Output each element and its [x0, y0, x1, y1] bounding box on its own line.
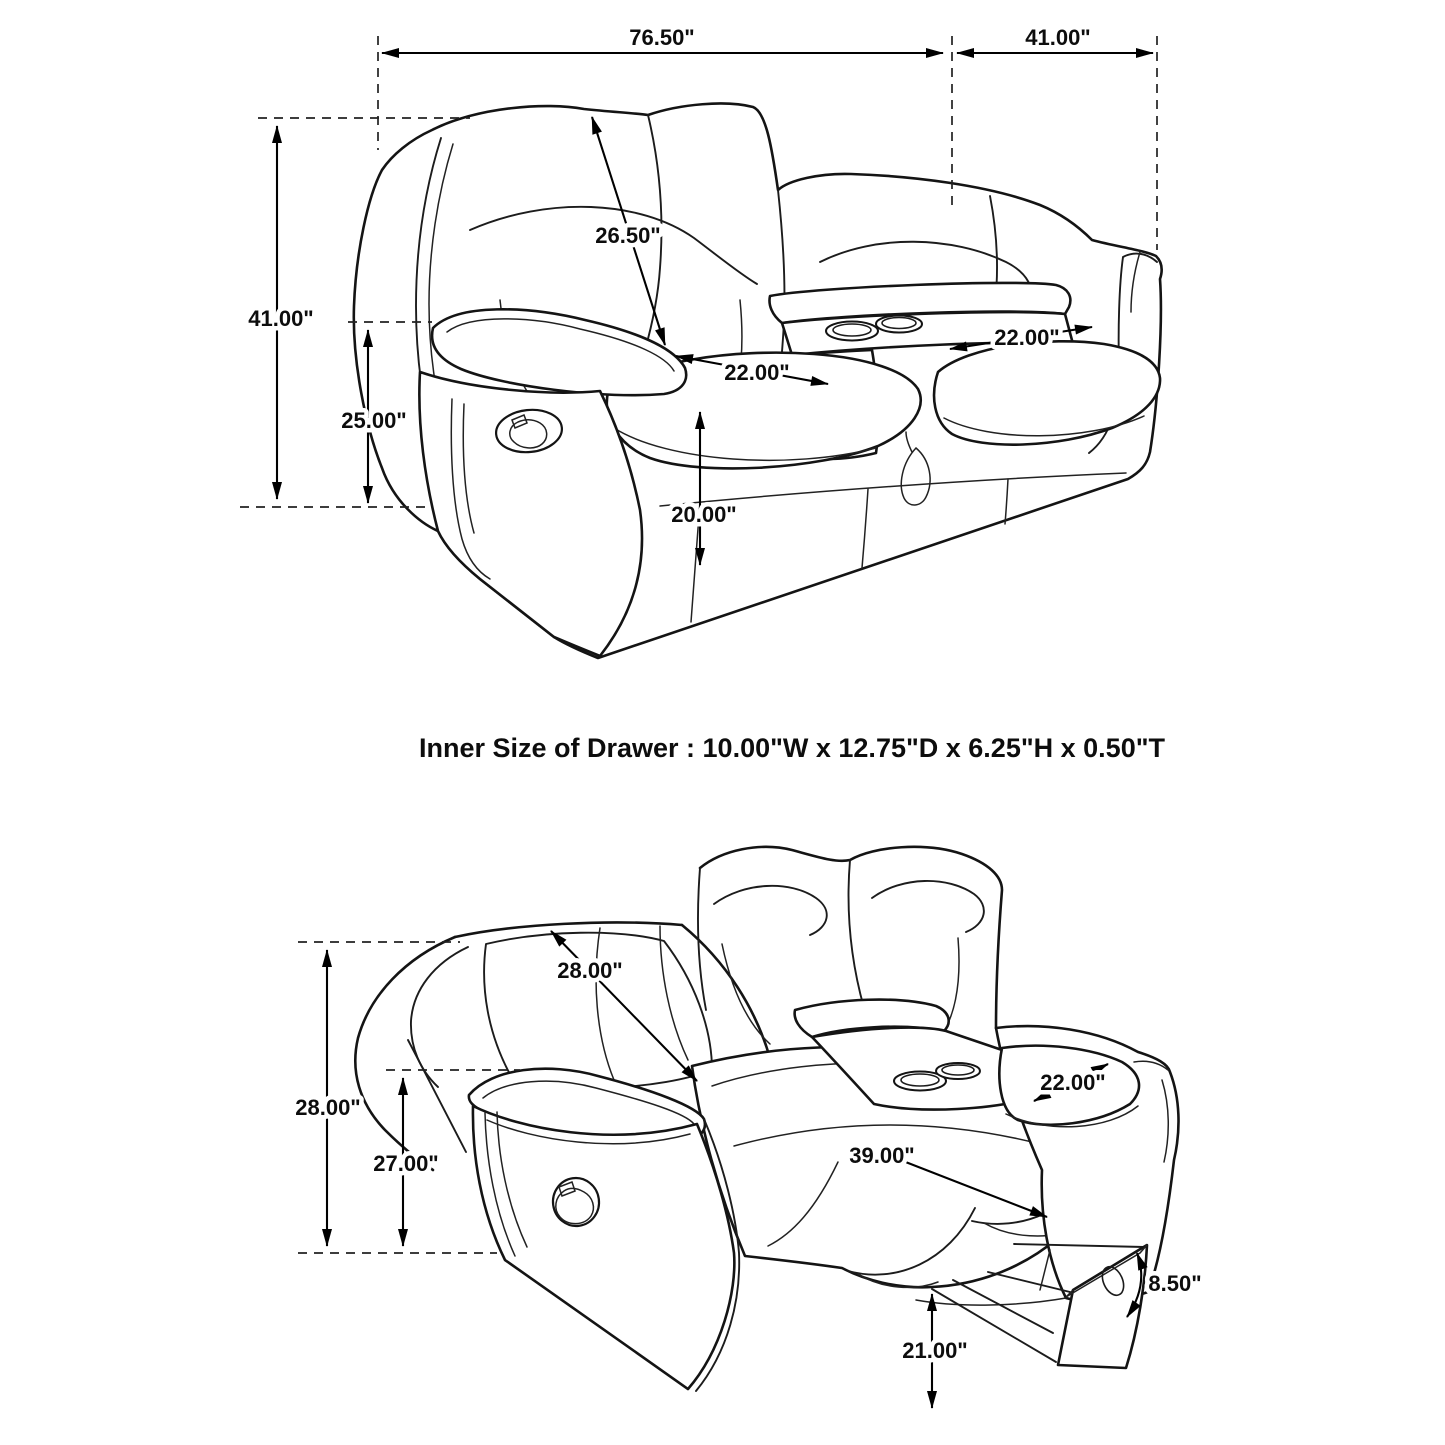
dimension-label: 21.00" [902, 1338, 968, 1363]
dimension-label: 22.00" [724, 360, 790, 385]
dimension-label: 22.00" [1040, 1070, 1106, 1095]
dimension-label: 76.50" [629, 25, 695, 50]
dim-overall-depth [957, 25, 1153, 53]
dimension-label: 20.00" [671, 502, 737, 527]
back-center-seam [849, 860, 864, 1008]
dimension-label: 39.00" [849, 1143, 915, 1168]
dimension-label: 41.00" [1025, 25, 1091, 50]
right-back-left-edge [698, 868, 706, 1010]
dim-overall-width [382, 25, 943, 53]
drawer-size-note: Inner Size of Drawer : 10.00"W x 12.75"D x 6.25"H x 0.50"T [418, 733, 1166, 763]
dimension-label: 25.00" [341, 408, 407, 433]
lumbar-seam [596, 928, 614, 1080]
lumbar-seam [660, 926, 688, 1060]
headrest-pad-seam [411, 947, 468, 1087]
lumbar-seam [722, 944, 770, 1044]
dimension-label: 8.50" [1148, 1271, 1202, 1296]
backrest-left-edge [355, 937, 455, 1170]
base-edge [916, 1298, 1066, 1305]
dim-arm-height [373, 1078, 438, 1246]
dim-footrest-floor-clearance [902, 1294, 967, 1408]
legrest-rail [953, 1280, 1053, 1333]
dimension-label: 27.00" [373, 1151, 439, 1176]
backrest-top-edge [455, 922, 682, 937]
dim-reclined-height [295, 950, 360, 1246]
reclined-loveseat-drawing [355, 847, 1178, 1391]
dim-back-cushion-length [551, 931, 697, 1081]
headrest-seam [714, 886, 827, 935]
rail-strut [1040, 1250, 1050, 1290]
dim-overall-height [248, 126, 313, 499]
dimension-label: 28.00" [557, 958, 623, 983]
headrest-seam [872, 881, 984, 932]
dimension-label: 22.00" [994, 325, 1060, 350]
arm-front-panel [473, 1106, 734, 1389]
dimension-label: 28.00" [295, 1095, 361, 1120]
dimension-label: 41.00" [248, 306, 314, 331]
reclined-left-armrest [469, 1069, 739, 1391]
dimension-label: 26.50" [595, 223, 661, 248]
dimension-line [551, 931, 697, 1081]
